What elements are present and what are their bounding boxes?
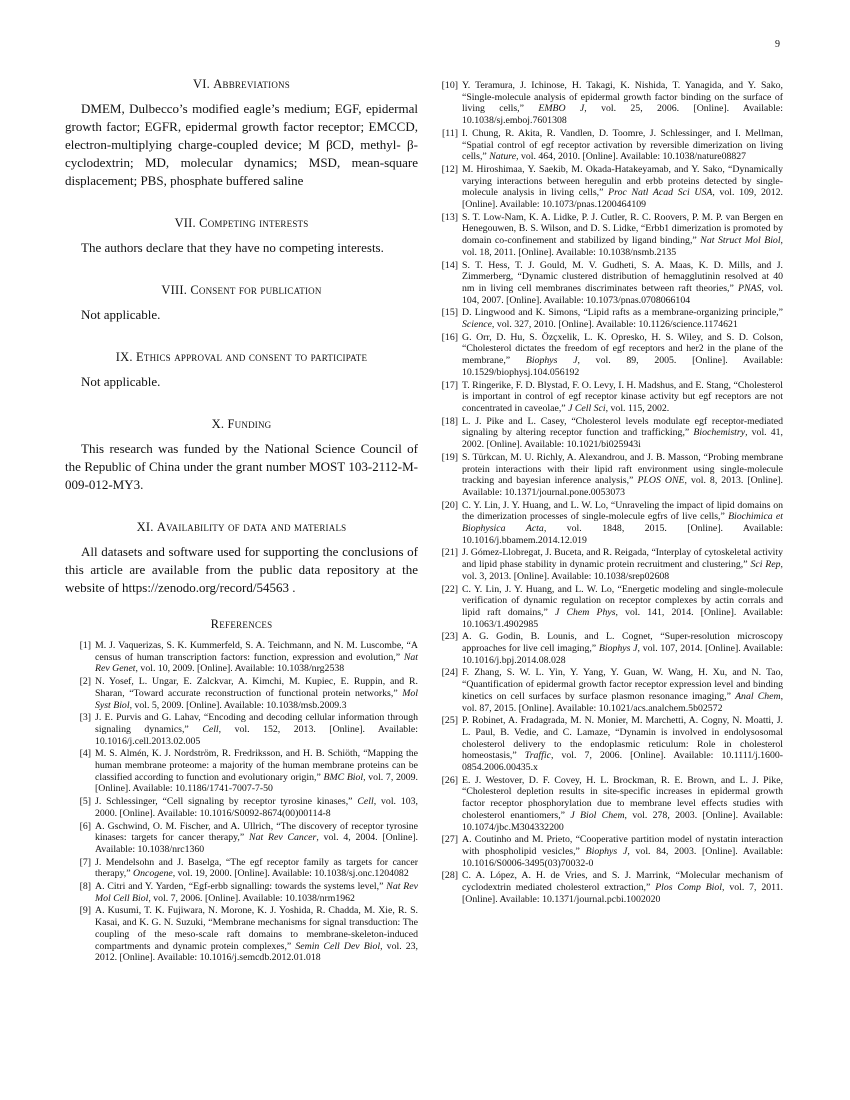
reference-text: J. E. Purvis and G. Lahav, “Encoding and decoding cellular information through signaling dynamics,” Cell, vol. 152, 2013. [Online]. Available: 10.1016/j.cell.2013.02.005 xyxy=(95,712,419,747)
reference-number: [18] xyxy=(441,415,458,427)
reference-item xyxy=(65,881,418,904)
reference-journal: Nat Struct Mol Biol xyxy=(700,235,781,247)
reference-item xyxy=(65,821,418,856)
reference-text: M. S. Almén, K. J. Nordström, R. Fredriksson, and H. B. Schiöth, “Mapping the human membrane proteome: a majority of the human membrane proteins can be classified according to function and evolutionary origin,” BMC Biol, vol. 7, 2009. [Online]. Available: 10.1186/1741-7007-7-50 xyxy=(95,748,418,795)
reference-text: P. Robinet, A. Fradagrada, M. N. Monier, M. Marchetti, A. Cogny, N. Moatti, J. L. Paul, B. Vedie, and C. Lamaze, “Dynamin is involved in endolysosomal cholesterol delivery to the endoplasmic reticulum: Role in cholesterol homeostasis,” Traffic, vol. 7, 2006. [Online]. Available: 10.1111/j.1600-0854.2006.00435.x xyxy=(462,715,783,774)
section-body: This research was funded by the National Science Council of the Republic of China under the grant number MOST 103-2112-M-009-012-MY3. xyxy=(65,441,418,492)
reference-number: [10] xyxy=(441,80,458,91)
reference-item xyxy=(432,128,783,163)
reference-journal: Biophys J xyxy=(598,643,638,655)
reference-journal: J Biol Chem xyxy=(570,809,625,821)
reference-item xyxy=(65,748,418,795)
reference-item xyxy=(65,857,418,880)
reference-item xyxy=(432,332,783,379)
reference-number: [13] xyxy=(441,211,458,223)
reference-text: A. G. Godin, B. Lounis, and L. Cognet, “Super-resolution microscopy approaches for live cell imaging,” Biophys J, vol. 107, 2014. [Online]. Available: 10.1016/j.bpj.2014.08.028 xyxy=(462,631,783,666)
reference-number: [23] xyxy=(441,631,458,643)
reference-text: C. Y. Lin, J. Y. Huang, and L. W. Lo, “Unraveling the impact of lipid domains on the dimerization processes of single-molecule egfrs of live cells,” Biochimica et Biophysica Acta, vol. 1848, 2015. [Online]. Available: 10.1016/j.bbamem.2014.12.019 xyxy=(462,499,784,546)
reference-number: [19] xyxy=(441,451,458,463)
reference-item xyxy=(65,905,418,964)
reference-item xyxy=(65,796,418,819)
reference-number: [1] xyxy=(79,640,91,651)
reference-journal: J Cell Sci xyxy=(568,402,606,414)
reference-text: A. Gschwind, O. M. Fischer, and A. Ullrich, “The discovery of receptor tyrosine kinases: targets for cancer therapy,” Nat Rev Cancer, vol. 4, 2004. [Online]. Available: 10.1038/nrc1360 xyxy=(95,820,419,855)
reference-text: C. A. López, A. H. de Vries, and S. J. Marrink, “Molecular mechanism of cyclodextrin mediated cholesterol extraction,” Plos Comp Biol, vol. 7, 2011. [Online]. Available: 10.1371/journal.pcbi.1002020 xyxy=(462,870,783,905)
reference-number: [14] xyxy=(441,259,458,271)
reference-item xyxy=(432,870,783,905)
reference-text: M. J. Vaquerizas, S. K. Kummerfeld, S. A. Teichmann, and N. M. Luscombe, “A census of human transcription factors: function, expression and evolution,” Nat Rev Genet, vol. 10, 2009. [Online]. Available: 10.1038/nrg2538 xyxy=(95,640,418,675)
reference-journal: Semin Cell Dev Biol xyxy=(295,940,381,952)
reference-text: A. Kusumi, T. K. Fujiwara, N. Morone, K. J. Yoshida, R. Chadda, M. Xie, R. S. Kasai, and K. G. N. Suzuki, “Membrane mechanisms for signal transduction: The coupling of the meso-scale raft domains to membrane-skeleton-induced compartments and dynamic protein complexes,” Semin Cell Dev Biol, vol. 23, 2012. [Online]. Available: 10.1016/j.semcdb.2012.01.018 xyxy=(95,905,418,964)
section-abbreviations xyxy=(65,77,418,190)
reference-number: [24] xyxy=(441,667,458,679)
reference-text: N. Yosef, L. Ungar, E. Zalckvar, A. Kimchi, M. Kupiec, E. Ruppin, and R. Sharan, “Toward accurate reconstruction of functional protein networks,” Mol Syst Biol, vol. 5, 2009. [Online]. Available: 10.1038/msb.2009.3 xyxy=(95,676,418,711)
reference-number: [7] xyxy=(79,856,91,868)
section-heading: X. Funding xyxy=(211,417,272,431)
reference-item xyxy=(432,667,783,714)
section-funding xyxy=(65,417,418,494)
reference-text: L. J. Pike and L. Casey, “Cholesterol levels modulate egf receptor-mediated signaling by altering receptor function and trafficking,” Biochemistry, vol. 41, 2002. [Online]. Available: 10.1021/bi025943i xyxy=(462,415,783,451)
reference-number: [6] xyxy=(79,820,91,832)
reference-journal: Plos Comp Biol xyxy=(655,882,723,894)
reference-item xyxy=(432,584,783,631)
section-availability xyxy=(65,520,418,597)
right-column xyxy=(432,80,783,907)
reference-number: [3] xyxy=(79,712,91,724)
reference-text: F. Zhang, S. W. L. Yin, Y. Yang, Y. Guan, W. Wang, H. Xu, and N. Tao, “Quantification of epidermal growth factor receptor expression level and binding kinetics on cell surfaces by surface plasmon resonance imaging,” Anal Chem, vol. 87, 2015. [Online]. Available: 10.1021/acs.analchem.5b02572 xyxy=(462,667,784,714)
reference-text: S. T. Hess, T. J. Gould, M. V. Gudheti, S. A. Maas, K. D. Mills, and J. Zimmerberg, “Dynamic clustered distribution of hemagglutinin resolved at 40 nm in living cell membranes discriminates between raft theories,” PNAS, vol. 104, 2007. [Online]. Available: 10.1073/pnas.0708066104 xyxy=(462,259,783,306)
reference-list-left xyxy=(65,640,418,964)
reference-journal: Proc Natl Acad Sci USA xyxy=(608,187,713,199)
reference-journal: Nature xyxy=(489,151,517,163)
section-body: The authors declare that they have no competing interests. xyxy=(81,240,384,255)
reference-journal: Mol Syst Biol xyxy=(95,687,418,711)
reference-item xyxy=(65,676,418,711)
reference-journal: Biophys J xyxy=(525,355,578,367)
references-heading: References xyxy=(210,617,273,631)
reference-item xyxy=(432,416,783,451)
reference-text: J. Gómez-Llobregat, J. Buceta, and R. Reigada, “Interplay of cytoskeletal activity and lipid phase stability in dynamic protein recruitment and clustering,” Sci Rep, vol. 3, 2013. [Online]. Available: 10.1038/srep02608 xyxy=(462,547,783,582)
reference-text: E. J. Westover, D. F. Covey, H. L. Brockman, R. E. Brown, and L. J. Pike, “Cholesterol depletion results in site-specific increases in epidermal growth factor receptor phosphorylation due to membrane level effects studies with cholesterol enantiomers,” J Biol Chem, vol. 278, 2003. [Online]. Available: 10.1074/jbc.M304332200 xyxy=(462,774,783,833)
reference-journal: J Chem Phys xyxy=(554,606,616,618)
reference-journal: Biochemistry xyxy=(693,427,746,439)
reference-item xyxy=(432,631,783,666)
reference-item xyxy=(432,164,783,211)
reference-number: [8] xyxy=(79,881,91,893)
section-body: Not applicable. xyxy=(81,374,161,389)
reference-journal: Nat Rev Mol Cell Biol xyxy=(95,881,418,904)
reference-journal: BMC Biol xyxy=(323,771,364,783)
reference-item xyxy=(65,640,418,675)
reference-journal: Nat Rev Cancer xyxy=(249,832,317,844)
reference-journal: Biophys J xyxy=(585,846,628,857)
section-competing-interests xyxy=(65,216,418,257)
section-ethics xyxy=(65,350,418,391)
reference-item xyxy=(65,712,418,747)
reference-journal: Oncogene xyxy=(133,868,173,880)
reference-journal: Biochimica et Biophysica Acta xyxy=(462,511,784,535)
reference-text: J. Schlessinger, “Cell signaling by receptor tyrosine kinases,” Cell, vol. 103, 2000. [Online]. Available: 10.1016/S0092-8674(00)00114-8 xyxy=(95,796,418,819)
reference-item xyxy=(432,80,783,127)
reference-journal: Cell xyxy=(357,796,374,808)
reference-text: Y. Teramura, J. Ichinose, H. Takagi, K. Nishida, T. Yanagida, and Y. Sako, “Single-molecule analysis of epidermal growth factor binding on the surface of living cells,” EMBO J, vol. 25, 2006. [Online]. Available: 10.1038/sj.emboj.7601308 xyxy=(462,80,783,127)
reference-text: J. Mendelsohn and J. Baselga, “The egf receptor family as targets for cancer therapy,” Oncogene, vol. 19, 2000. [Online]. Available: 10.1038/sj.onc.1204082 xyxy=(95,856,418,880)
reference-list-right xyxy=(432,80,783,906)
reference-text: I. Chung, R. Akita, R. Vandlen, D. Toomre, J. Schlessinger, and I. Mellman, “Spatial control of egf receptor activation by reversible dimerization on living cells,” Nature, vol. 464, 2010. [Online]. Available: 10.1038/nature08827 xyxy=(462,127,783,163)
reference-item xyxy=(432,260,783,307)
reference-number: [22] xyxy=(441,583,458,595)
reference-journal: Cell xyxy=(202,723,219,735)
section-body: Not applicable. xyxy=(81,307,161,322)
reference-text: S. T. Low-Nam, K. A. Lidke, P. J. Cutler, R. C. Roovers, P. M. P. van Bergen en Henegouwen, B. S. Wilson, and D. S. Lidke, “Erbb1 dimerization is promoted by domain co-confinement and stabilized by ligand binding,” Nat Struct Mol Biol, vol. 18, 2011. [Online]. Available: 10.1038/nsmb.2135 xyxy=(462,211,783,258)
reference-number: [15] xyxy=(441,307,458,319)
reference-number: [2] xyxy=(79,676,91,688)
reference-number: [11] xyxy=(442,127,458,139)
reference-text: A. Citri and Y. Yarden, “Egf-erbb signalling: towards the systems level,” Nat Rev Mol Cell Biol, vol. 7, 2006. [Online]. Available: 10.1038/nrm1962 xyxy=(95,881,418,904)
section-body: DMEM, Dulbecco’s modified eagle’s medium; EGF, epidermal growth factor; EGFR, epidermal growth factor receptor; EMCCD, electron-multiplying charge-coupled device; M βCD, methyl- β-cyclodextrin; MD, molecular dynamics; MSD, mean-square displacement; PBS, phosphate buffered saline xyxy=(65,101,418,188)
reference-text: S. Türkcan, M. U. Richly, A. Alexandrou, and J. B. Masson, “Probing membrane protein interactions with their lipid raft environment using single-molecule tracking and bayesian inference analysis,” PLOS ONE, vol. 8, 2013. [Online]. Available: 10.1371/journal.pone.0053073 xyxy=(462,451,784,498)
reference-number: [4] xyxy=(79,748,91,760)
reference-item xyxy=(432,715,783,774)
reference-text: C. Y. Lin, J. Y. Huang, and L. W. Lo, “Energetic modeling and single-molecule verification of dynamic regulation on receptor complexes by actin corrals and lipid raft domains,” J Chem Phys, vol. 141, 2014. [Online]. Available: 10.1063/1.4902985 xyxy=(462,583,783,630)
reference-text: T. Ringerike, F. D. Blystad, F. O. Levy, I. H. Madshus, and E. Stang, “Cholesterol is important in control of egf receptor kinase activity but egf receptors are not concentrated in caveolae,” J Cell Sci, vol. 115, 2002. xyxy=(462,379,783,414)
reference-item xyxy=(432,500,783,547)
reference-text: G. Orr, D. Hu, S. Özçxelik, L. K. Opresko, H. S. Wiley, and S. D. Colson, “Cholesterol dictates the freedom of egf receptors and her2 in the plane of the membrane,” Biophys J, vol. 89, 2005. [Online]. Available: 10.1529/biophysj.104.056192 xyxy=(462,331,783,378)
reference-number: [9] xyxy=(79,905,91,917)
reference-item xyxy=(432,380,783,415)
reference-number: [17] xyxy=(441,379,458,391)
reference-number: [20] xyxy=(441,499,458,511)
reference-number: [26] xyxy=(441,774,458,786)
reference-number: [25] xyxy=(441,715,458,727)
reference-journal: PLOS ONE xyxy=(637,475,685,487)
reference-number: [16] xyxy=(441,331,458,343)
reference-journal: Nat Rev Genet xyxy=(95,651,418,675)
left-column xyxy=(65,77,418,965)
reference-item xyxy=(432,547,783,582)
reference-text: D. Lingwood and K. Simons, “Lipid rafts as a membrane-organizing principle,” Science, vol. 327, 2010. [Online]. Available: 10.1126/science.1174621 xyxy=(462,307,783,331)
section-heading: VII. Competing interests xyxy=(174,216,309,230)
section-heading: XI. Availability of data and materials xyxy=(136,520,347,534)
reference-journal: Sci Rep xyxy=(750,559,781,571)
section-heading: VIII. Consent for publication xyxy=(161,283,322,297)
page-number: 9 xyxy=(775,39,780,50)
section-heading: VI. Abbreviations xyxy=(193,77,290,91)
reference-journal: Science xyxy=(462,319,492,331)
reference-item xyxy=(432,212,783,259)
reference-text: A. Coutinho and M. Prieto, “Cooperative partition model of nystatin interaction with phospholipid vesicles,” Biophys J, vol. 84, 2003. [Online]. Available: 10.1016/S0006-3495(03)70032-0 xyxy=(462,834,783,869)
reference-journal: Traffic xyxy=(524,750,551,762)
reference-item xyxy=(432,775,783,834)
reference-number: [5] xyxy=(79,796,91,808)
reference-journal: EMBO J xyxy=(538,103,585,115)
reference-item xyxy=(432,307,783,330)
reference-number: [12] xyxy=(441,163,458,175)
section-consent xyxy=(65,283,418,324)
reference-number: [28] xyxy=(441,870,458,882)
section-body: All datasets and software used for supporting the conclusions of this article are available from the public data repository at the website of https://zenodo.org/record/54563 . xyxy=(65,544,418,595)
reference-number: [27] xyxy=(441,834,458,846)
reference-journal: Anal Chem xyxy=(735,690,781,702)
reference-number: [21] xyxy=(441,547,458,559)
reference-item xyxy=(432,834,783,869)
reference-item xyxy=(432,452,783,499)
reference-text: M. Hiroshimaa, Y. Saekib, M. Okada-Hatakeyamab, and Y. Sako, “Dynamically varying interactions between heregulin and erbb proteins detected by single-molecule analysis in living cells,” Proc Natl Acad Sci USA, vol. 109, 2012. [Online]. Available: 10.1073/pnas.1200464109 xyxy=(462,163,783,211)
reference-journal: PNAS xyxy=(738,282,762,294)
section-heading: IX. Ethics approval and consent to participate xyxy=(115,350,368,364)
